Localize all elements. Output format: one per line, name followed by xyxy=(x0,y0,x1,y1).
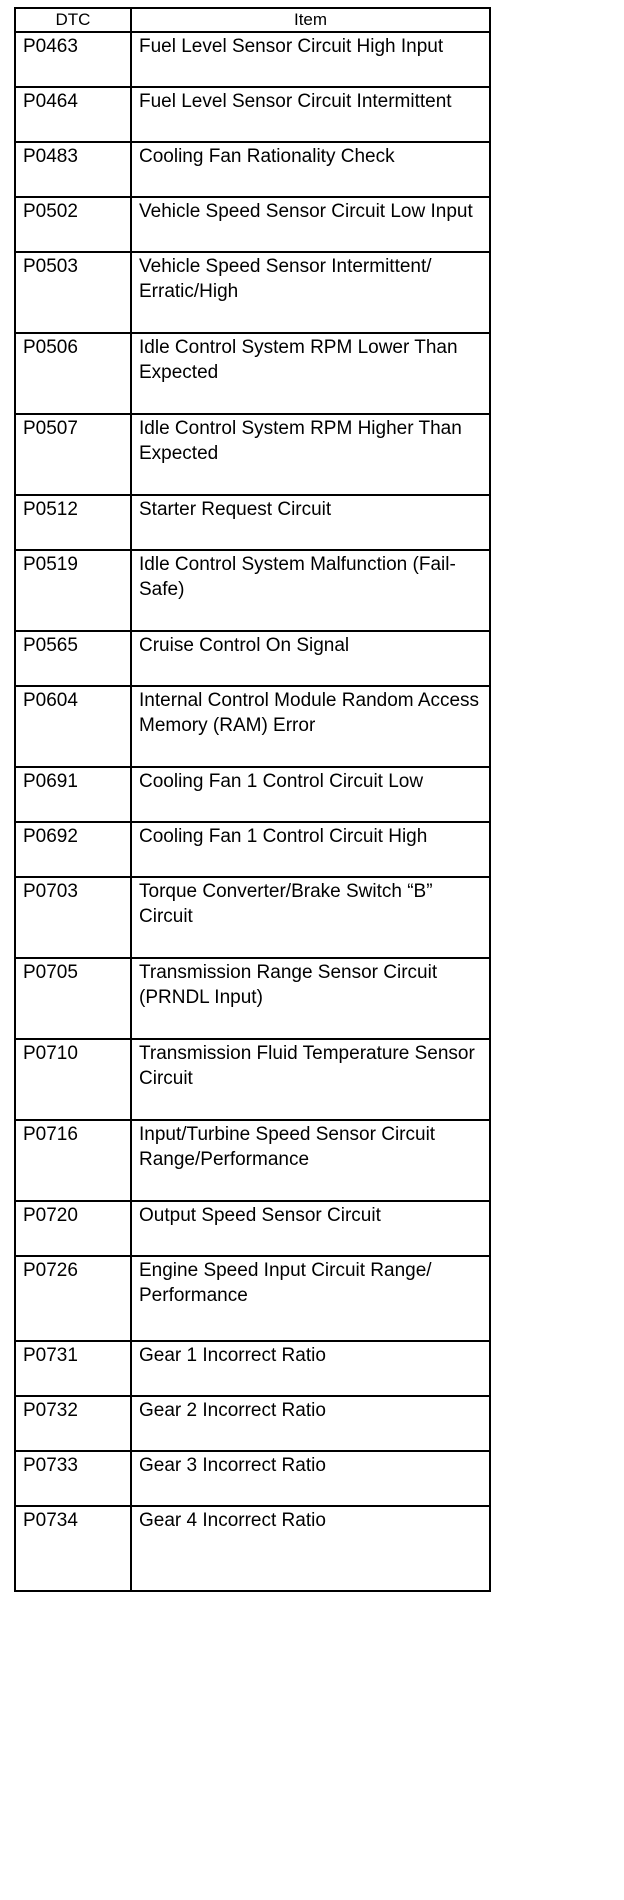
dtc-table xyxy=(14,7,491,1592)
table-row xyxy=(15,1039,490,1120)
table-row xyxy=(15,1256,490,1341)
table-row xyxy=(15,822,490,877)
dtc-code-cell: P0692 xyxy=(15,822,131,877)
table-row xyxy=(15,1341,490,1396)
dtc-code-cell: P0565 xyxy=(15,631,131,686)
dtc-item-cell: Idle Control System Malfunction (Fail-Safe) xyxy=(131,550,490,631)
dtc-item-cell: Cooling Fan 1 Control Circuit Low xyxy=(131,767,490,822)
dtc-code-cell: P0506 xyxy=(15,333,131,414)
table-row xyxy=(15,877,490,958)
table-row xyxy=(15,1201,490,1256)
dtc-code-cell: P0519 xyxy=(15,550,131,631)
dtc-item-cell: Fuel Level Sensor Circuit High Input xyxy=(131,32,490,87)
table-row xyxy=(15,414,490,495)
dtc-code-cell: P0464 xyxy=(15,87,131,142)
table-row xyxy=(15,550,490,631)
dtc-code-cell: P0732 xyxy=(15,1396,131,1451)
dtc-item-cell: Cruise Control On Signal xyxy=(131,631,490,686)
dtc-item-cell: Gear 2 Incorrect Ratio xyxy=(131,1396,490,1451)
dtc-code-cell: P0726 xyxy=(15,1256,131,1341)
dtc-item-cell: Transmission Range Sensor Circuit (PRNDL Input) xyxy=(131,958,490,1039)
dtc-item-cell: Engine Speed Input Circuit Range/ Performance xyxy=(131,1256,490,1341)
table-row xyxy=(15,495,490,550)
table-row xyxy=(15,333,490,414)
table-row xyxy=(15,32,490,87)
dtc-code-cell: P0710 xyxy=(15,1039,131,1120)
table-row xyxy=(15,958,490,1039)
table-header-row xyxy=(15,8,490,32)
dtc-code-cell: P0502 xyxy=(15,197,131,252)
dtc-item-cell: Starter Request Circuit xyxy=(131,495,490,550)
dtc-code-cell: P0734 xyxy=(15,1506,131,1591)
table-row xyxy=(15,87,490,142)
dtc-item-cell: Torque Converter/Brake Switch “B” Circuit xyxy=(131,877,490,958)
table-row xyxy=(15,767,490,822)
dtc-item-cell: Gear 4 Incorrect Ratio xyxy=(131,1506,490,1591)
dtc-item-cell: Cooling Fan 1 Control Circuit High xyxy=(131,822,490,877)
dtc-item-cell: Idle Control System RPM Higher Than Expected xyxy=(131,414,490,495)
dtc-code-cell: P0703 xyxy=(15,877,131,958)
table-row xyxy=(15,252,490,333)
dtc-item-cell: Cooling Fan Rationality Check xyxy=(131,142,490,197)
dtc-code-cell: P0507 xyxy=(15,414,131,495)
dtc-item-cell: Vehicle Speed Sensor Circuit Low Input xyxy=(131,197,490,252)
table-row xyxy=(15,631,490,686)
dtc-code-cell: P0716 xyxy=(15,1120,131,1201)
dtc-item-cell: Idle Control System RPM Lower Than Expected xyxy=(131,333,490,414)
column-header-item: Item xyxy=(131,8,490,32)
dtc-item-cell: Vehicle Speed Sensor Intermittent/ Erratic/High xyxy=(131,252,490,333)
dtc-code-cell: P0604 xyxy=(15,686,131,767)
dtc-code-cell: P0503 xyxy=(15,252,131,333)
dtc-item-cell: Internal Control Module Random Access Memory (RAM) Error xyxy=(131,686,490,767)
dtc-code-cell: P0731 xyxy=(15,1341,131,1396)
table-row xyxy=(15,1506,490,1591)
dtc-code-cell: P0733 xyxy=(15,1451,131,1506)
table-row xyxy=(15,1451,490,1506)
dtc-code-cell: P0720 xyxy=(15,1201,131,1256)
column-header-dtc: DTC xyxy=(15,8,131,32)
dtc-code-cell: P0463 xyxy=(15,32,131,87)
table-row xyxy=(15,1396,490,1451)
table-row xyxy=(15,142,490,197)
dtc-item-cell: Input/Turbine Speed Sensor Circuit Range/Performance xyxy=(131,1120,490,1201)
dtc-item-cell: Gear 1 Incorrect Ratio xyxy=(131,1341,490,1396)
dtc-item-cell: Gear 3 Incorrect Ratio xyxy=(131,1451,490,1506)
dtc-item-cell: Transmission Fluid Temperature Sensor Circuit xyxy=(131,1039,490,1120)
dtc-code-cell: P0483 xyxy=(15,142,131,197)
dtc-code-cell: P0512 xyxy=(15,495,131,550)
dtc-item-cell: Output Speed Sensor Circuit xyxy=(131,1201,490,1256)
table-row xyxy=(15,1120,490,1201)
dtc-item-cell: Fuel Level Sensor Circuit Intermittent xyxy=(131,87,490,142)
dtc-code-cell: P0691 xyxy=(15,767,131,822)
table-row xyxy=(15,197,490,252)
dtc-code-cell: P0705 xyxy=(15,958,131,1039)
table-row xyxy=(15,686,490,767)
dtc-table-container xyxy=(14,7,489,1592)
